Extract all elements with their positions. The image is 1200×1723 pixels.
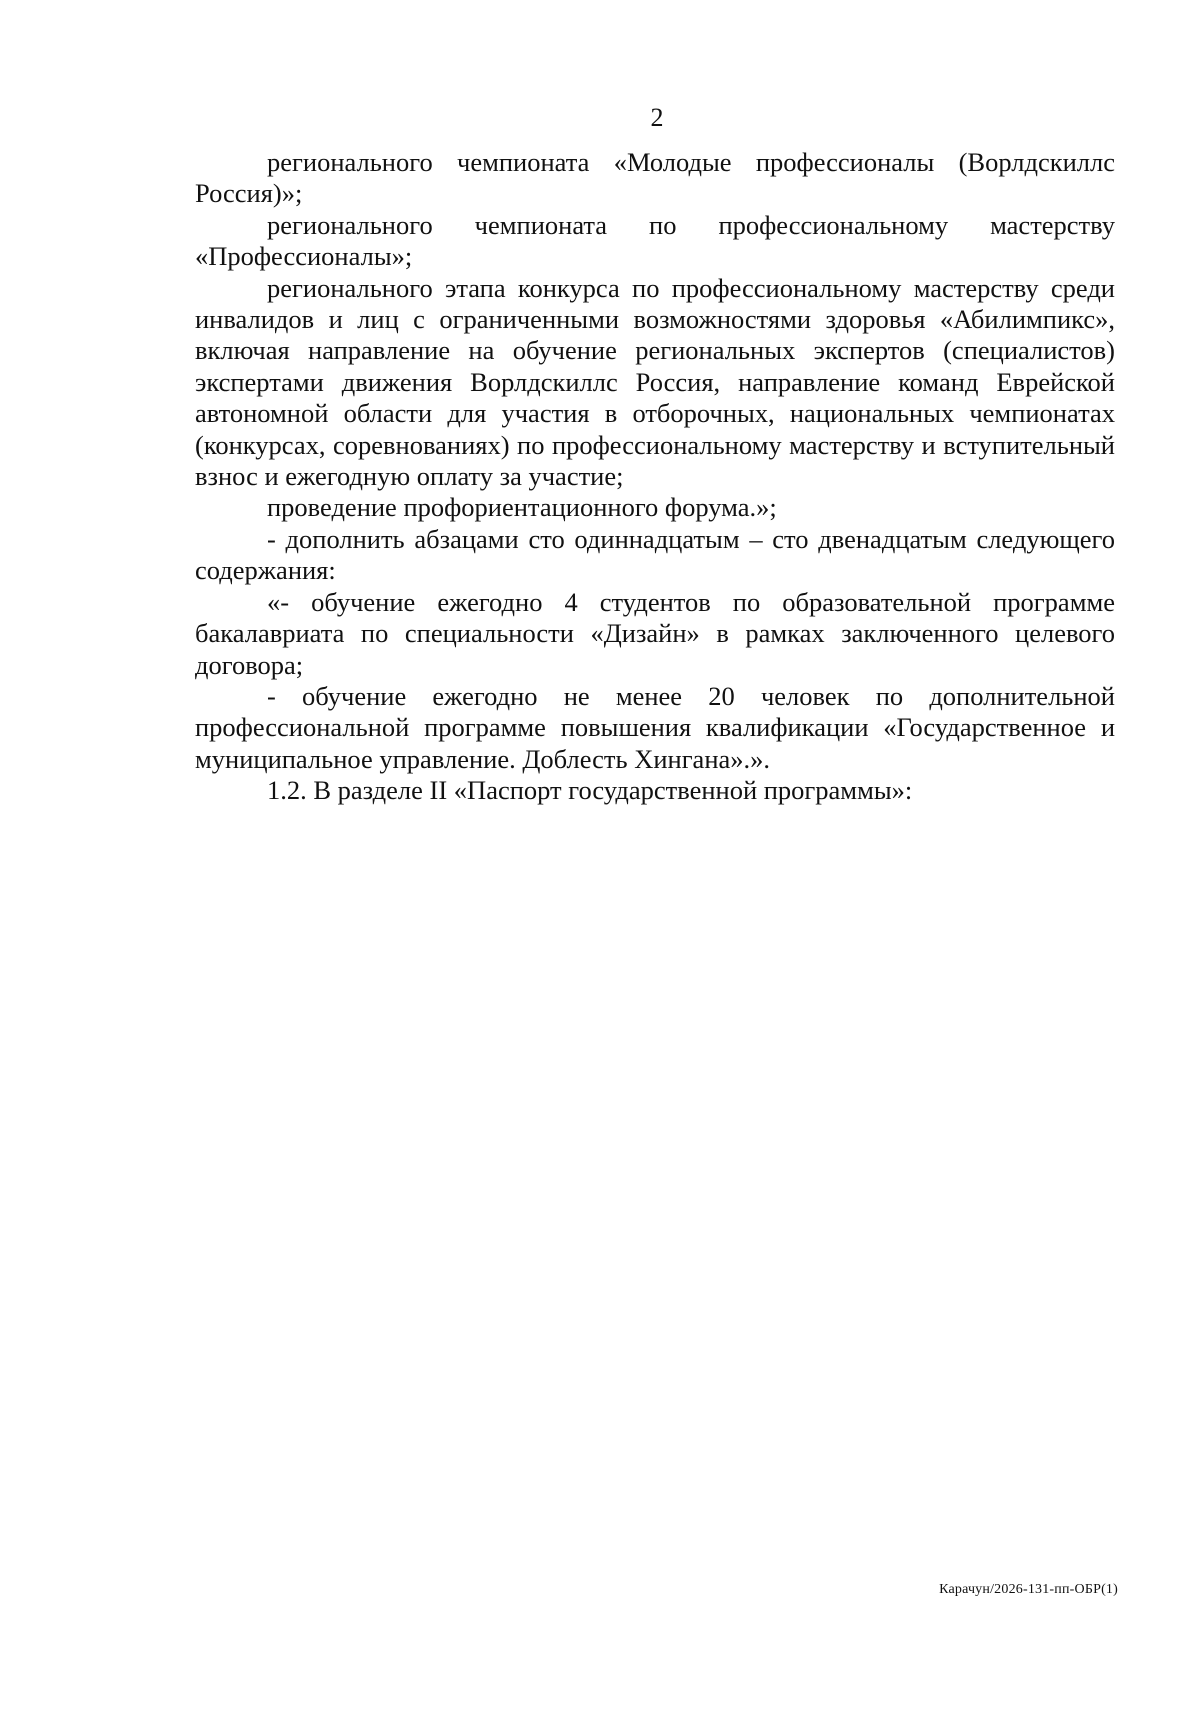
paragraph-abilympics-stage: регионального этапа конкурса по профессиональному мастерству среди инвалидов и лиц с ограниченными возможностями здоровья «Абилимпикс», включая направление на обучение региональных экспертов (специалистов) экспертами движения Ворлдскиллс Россия, направление команд Еврейской автономной области для участия в отборочных, национальных чемпионатах (конкурсах, соревнованиях) по профессиональному мастерству и вступительный взнос и ежегодную оплату за участие; [195,272,1115,492]
document-body [195,147,1115,807]
page-number: 2 [650,103,664,132]
paragraph-regional-championship-professionals: регионального чемпионата по профессиональному мастерству «Профессионалы»; [195,209,1115,272]
paragraph-section-two: 1.2. В разделе II «Паспорт государственной программы»: [267,775,913,806]
document-reference-code: Карачун/2026-131-пп-ОБР(1) [939,1582,1118,1597]
paragraph-career-forum: проведение профориентационного форума.»; [267,492,777,523]
paragraph-qualification-program: - обучение ежегодно не менее 20 человек по дополнительной профессиональной программе повышения квалификации «Государственное и муниципальное управление. Доблесть Хингана».». [195,680,1115,774]
paragraph-design-students: «- обучение ежегодно 4 студентов по образовательной программе бакалавриата по специальности «Дизайн» в рамках заключенного целевого договора; [195,586,1115,680]
paragraph-add-clauses: - дополнить абзацами сто одиннадцатым – сто двенадцатым следующего содержания: [195,523,1115,586]
paragraph-regional-championship-worldskills: регионального чемпионата «Молодые профессионалы (Ворлдскиллс Россия)»; [195,147,1115,209]
